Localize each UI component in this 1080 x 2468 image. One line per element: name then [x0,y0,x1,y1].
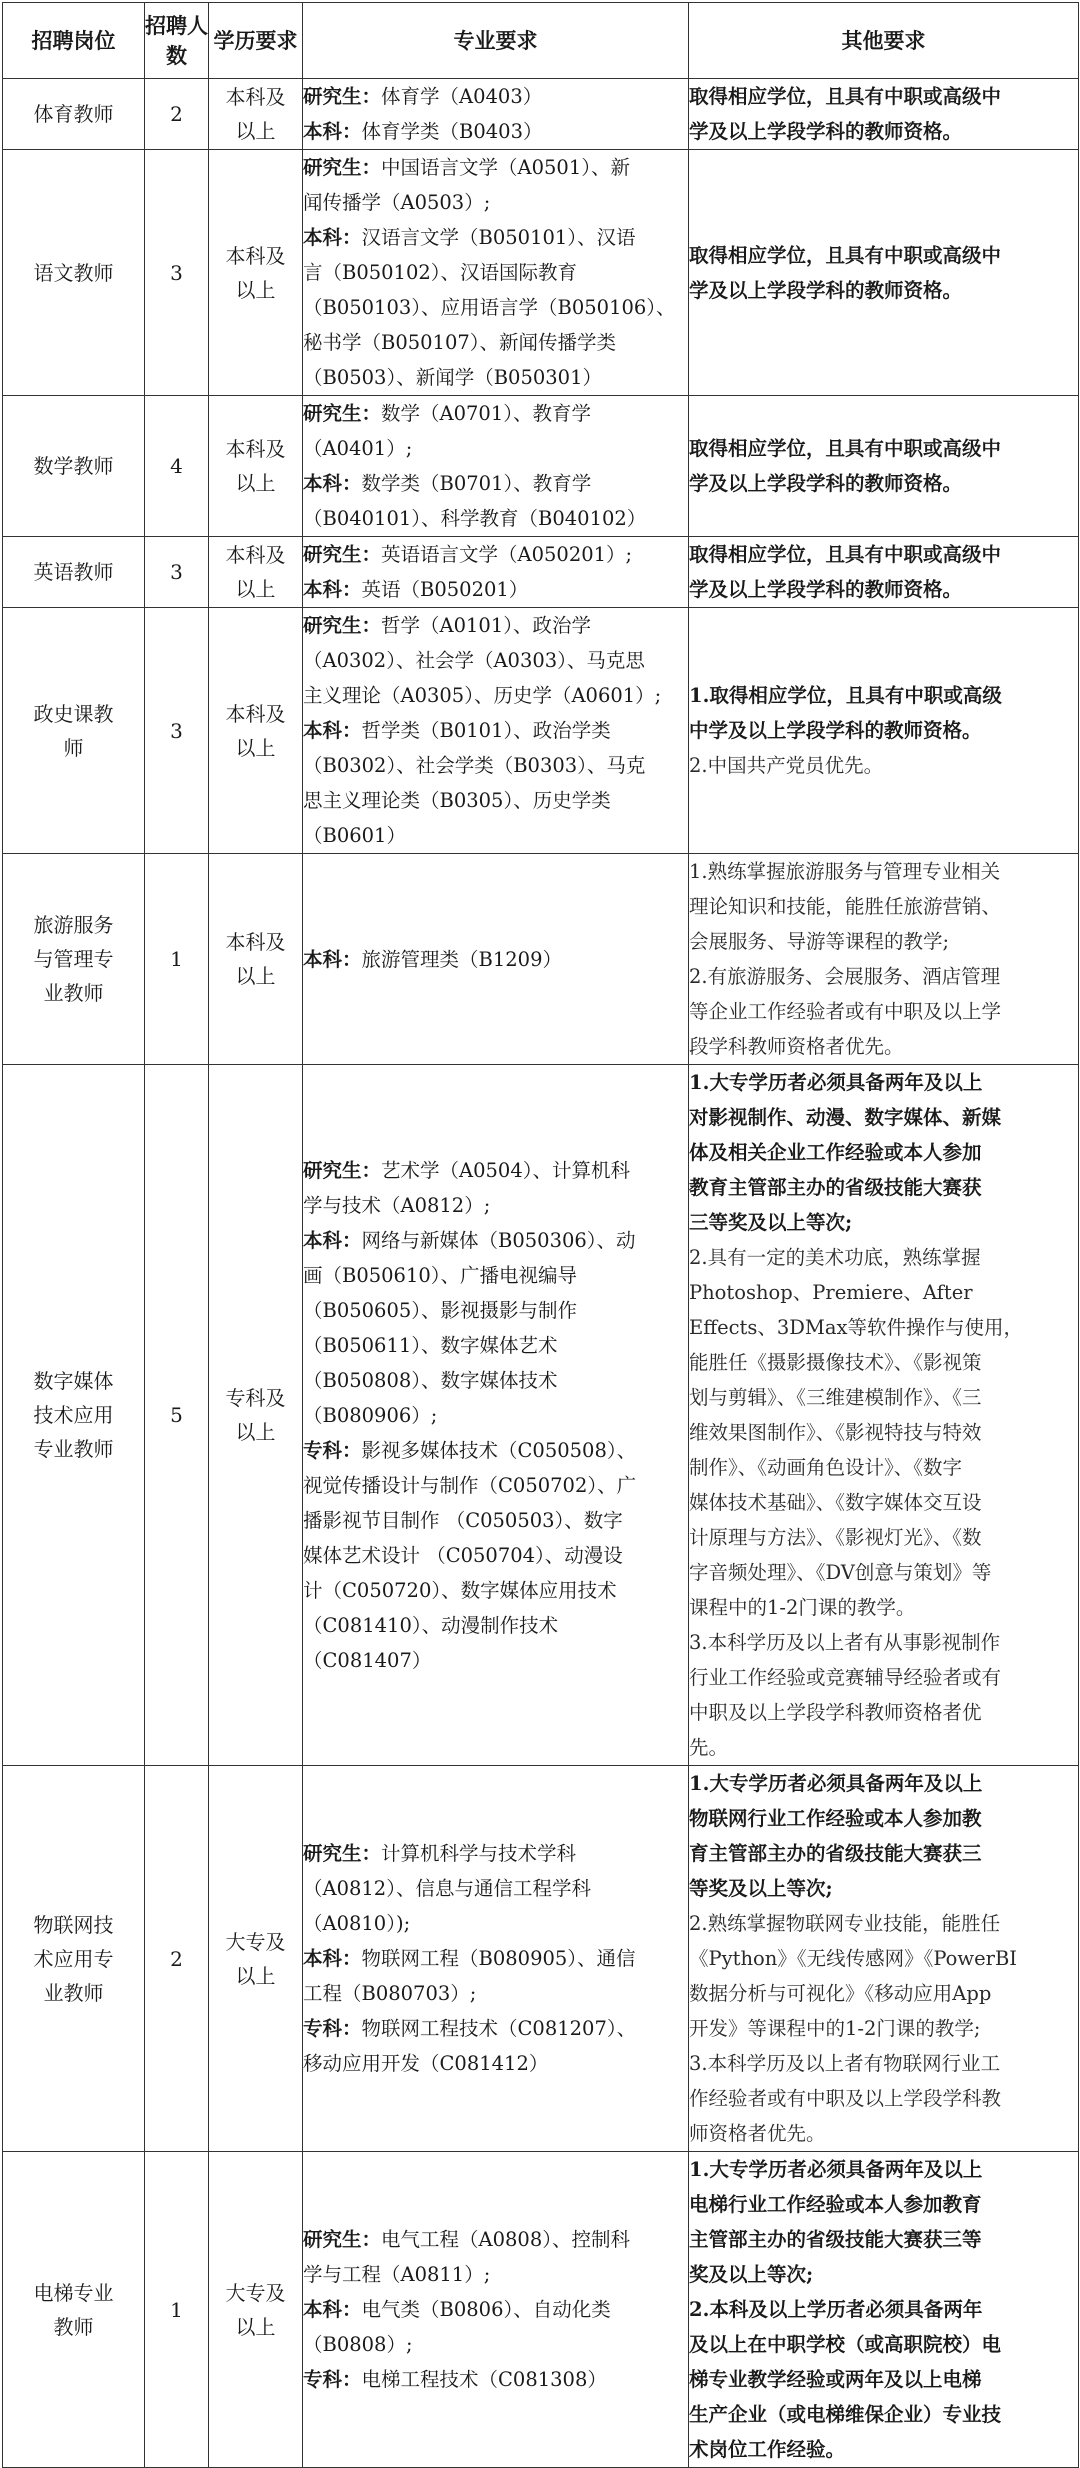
requirement-line: 术岗位工作经验。 [689,2438,846,2461]
requirement-line: 奖及以上等次; [689,2263,814,2286]
education-cell [209,2152,303,2468]
major-text: 体育学类（B0403） [361,120,543,143]
position-line: 业教师 [43,1980,104,2005]
major-line [303,1538,688,1573]
position-cell [3,608,145,854]
requirement-line: 体及相关企业工作经验或本人参加 [689,1141,982,1164]
major-text: 物联网工程（B080905）、通信 [361,1947,636,1970]
major-degree-label: 专科： [303,2017,362,2040]
major-text: 数学类（B0701）、教育学 [361,472,592,495]
major-text: 闻传播学（A0503）; [303,191,491,214]
major-text: 英语（B050201） [361,578,529,601]
requirement-line: 电梯行业工作经验或本人参加教育 [689,2193,982,2216]
major-text: 工程（B080703）; [303,1982,477,2005]
major-line [303,114,688,149]
requirement-line: 主管部主办的省级技能大赛获三等 [689,2228,982,2251]
major-cell [303,150,689,396]
requirement-line: 2.熟练掌握物联网专业技能，能胜任 [689,1912,1001,1935]
major-text: 哲学类（B0101）、政治学类 [361,719,611,742]
major-line [303,1906,688,1941]
education-line: 本科及 [225,437,286,461]
requirement-line: 制作》、《动画角色设计》、《数字 [689,1456,963,1479]
table-row [3,396,1079,537]
position-line: 数学教师 [33,454,114,478]
table-body [3,79,1079,2468]
table-row [3,1065,1079,1766]
major-line [303,572,688,607]
other-requirements-cell [689,2152,1079,2468]
major-line [303,643,688,678]
major-text: （B050605）、影视摄影与制作 [303,1298,578,1322]
major-line [303,1223,688,1258]
position-line: 业教师 [43,981,104,1005]
other-requirements-cell [689,396,1079,537]
major-text: （B0302）、社会学类（B0303）、马克 [303,754,646,777]
major-text: （B080906）; [303,1403,438,1427]
other-requirements-cell [689,1065,1079,1766]
table-row [3,2152,1079,2468]
education-line: 本科及 [225,85,286,109]
position-cell [3,150,145,396]
requirement-line: 学及以上学段学科的教师资格。 [689,472,963,495]
education-line: 以上 [235,1420,276,1444]
major-text: 主义理论（A0305）、历史学（A0601）; [303,684,662,707]
major-degree-label: 研究生： [303,156,382,179]
requirement-line: 维效果图制作》、《影视特技与特效 [689,1421,982,1444]
major-text: 秘书学（B050107）、新闻传播学类 [303,331,617,354]
requirement-line: 先。 [689,1736,729,1759]
major-degree-label: 研究生： [303,614,382,637]
table-row [3,1766,1079,2152]
major-degree-label: 本科： [303,1947,362,1970]
major-text: 学与工程（A0811）; [303,2263,491,2286]
major-line [303,1608,688,1643]
major-line [303,185,688,220]
major-text: 汉语言文学（B050101）、汉语 [361,226,636,249]
major-line [303,748,688,783]
major-text: （A0401）; [303,437,413,460]
position-line: 技术应用 [33,1403,114,1427]
major-text: 影视多媒体技术（C050508）、 [361,1438,637,1462]
count-cell: 5 [145,1065,209,1766]
count-cell: 1 [145,2152,209,2468]
requirement-line: 梯专业教学经验或两年及以上电梯 [689,2368,982,2391]
requirement-line: 取得相应学位，且具有中职或高级中 [689,243,1002,267]
major-text: 数学（A0701）、教育学 [381,402,591,425]
requirement-line: 1.熟练掌握旅游服务与管理专业相关 [689,860,1001,883]
position-line: 师 [63,735,84,760]
major-text: 旅游管理类（B1209） [361,947,562,971]
major-line [303,1188,688,1223]
major-line [303,396,688,431]
education-line: 以上 [235,1963,276,1988]
major-text: 计算机科学与技术学科 [381,1842,577,1865]
requirement-line: 中学及以上学段学科的教师资格。 [689,719,982,742]
major-text: （B0503）、新闻学（B050301） [303,366,602,389]
major-degree-label: 本科： [303,578,362,601]
major-line [303,360,688,395]
requirement-line: 2.中国共产党员优先。 [689,754,884,777]
education-cell [209,854,303,1065]
position-line: 语文教师 [33,260,114,285]
position-line: 教师 [53,2314,94,2339]
requirement-line: 取得相应学位，且具有中职或高级中 [689,85,1002,108]
major-line [303,1258,688,1293]
major-text: 中国语言文学（A0501）、新 [381,156,630,179]
requirement-line: 媒体技术基础》、《数字媒体交互设 [689,1491,982,1514]
table-row [3,854,1079,1065]
header-other: 其他要求 [689,3,1079,79]
count-cell: 3 [145,608,209,854]
position-cell [3,79,145,150]
major-degree-label: 本科： [303,472,362,495]
major-line [303,466,688,501]
major-line [303,290,688,325]
major-line [303,713,688,748]
position-line: 术应用专 [33,1946,114,1971]
major-text: 媒体艺术设计 （C050704）、动漫设 [303,1543,623,1567]
requirement-line: 理论知识和技能，能胜任旅游营销、 [689,895,1002,918]
requirement-line: 1.大专学历者必须具备两年及以上 [689,1071,983,1094]
header-count: 招聘人数 [145,3,209,79]
major-line [303,1976,688,2011]
count-cell: 3 [145,150,209,396]
requirement-line: 作经验者或有中职及以上学段学科教 [689,2087,1002,2110]
count-cell: 2 [145,1766,209,2152]
other-requirements-cell [689,608,1079,854]
major-degree-label: 研究生： [303,1158,382,1182]
requirement-line: 数据分析与可视化》《移动应用App [689,1982,992,2005]
major-text: 体育学（A0403） [381,85,543,108]
major-line [303,608,688,643]
education-line: 本科及 [225,701,286,726]
major-text: 电梯工程技术（C081308） [361,2368,607,2391]
requirement-line: 段学科教师资格者优先。 [689,1035,904,1058]
major-text: （B0601） [303,824,406,847]
position-line: 电梯专业 [33,2280,114,2305]
requirement-line: 学及以上学段学科的教师资格。 [689,278,963,302]
other-requirements-cell [689,537,1079,608]
other-requirements-cell [689,79,1079,150]
major-line [303,678,688,713]
major-cell [303,1065,689,1766]
requirement-line: 2.有旅游服务、会展服务、酒店管理 [689,965,1001,988]
major-text: （B050103）、应用语言学（B050106）、 [303,296,676,319]
position-cell [3,537,145,608]
requirement-line: Effects、3DMax等软件操作与使用， [689,1316,1024,1339]
major-degree-label: 研究生： [303,543,382,566]
major-line [303,1328,688,1363]
requirement-line: 中职及以上学段学科教师资格者优 [689,1701,982,1724]
major-text: 电气工程（A0808）、控制科 [381,2228,630,2251]
education-line: 本科及 [225,243,286,268]
requirement-line: Photoshop、Premiere、After [689,1281,973,1304]
other-requirements-cell [689,854,1079,1065]
education-line: 本科及 [225,930,286,954]
major-text: （A0302）、社会学（A0303）、马克思 [303,649,645,672]
major-cell [303,854,689,1065]
requirement-line: 字音频处理》、《DV创意与策划》等 [689,1561,992,1584]
major-line [303,79,688,114]
major-degree-label: 本科： [303,947,362,971]
major-line [303,1153,688,1188]
header-major: 专业要求 [303,3,689,79]
requirement-line: 开发》等课程中的1-2门课的教学; [689,2017,981,2040]
major-degree-label: 研究生： [303,85,382,108]
major-degree-label: 专科： [303,2368,362,2391]
major-line [303,537,688,572]
count-cell: 2 [145,79,209,150]
header-edu: 学历要求 [209,3,303,79]
requirement-line: 1.取得相应学位，且具有中职或高级 [689,684,1002,707]
major-line [303,2046,688,2081]
position-line: 英语教师 [33,560,114,584]
major-text: （C081407） [303,1648,432,1672]
major-text: 电气类（B0806）、自动化类 [361,2298,611,2321]
major-line [303,1433,688,1468]
major-text: 网络与新媒体（B050306）、动 [361,1228,636,1252]
major-degree-label: 本科： [303,719,362,742]
major-degree-label: 本科： [303,120,362,143]
major-text: 移动应用开发（C081412） [303,2052,549,2075]
major-degree-label: 研究生： [303,402,382,425]
major-text: （B050611）、数字媒体艺术 [303,1333,558,1357]
major-degree-label: 本科： [303,226,362,249]
major-text: （B050808）、数字媒体技术 [303,1368,558,1392]
requirement-line: 1.大专学历者必须具备两年及以上 [689,2158,983,2181]
recruitment-table [2,2,1079,2468]
education-cell [209,79,303,150]
major-text: 英语语言文学（A050201）; [381,543,633,566]
count-cell: 3 [145,537,209,608]
major-line [303,2327,688,2362]
requirement-line: 会展服务、导游等课程的教学; [689,930,950,953]
other-requirements-cell [689,150,1079,396]
education-line: 本科及 [225,543,286,567]
table-row [3,608,1079,854]
requirement-line: 物联网行业工作经验或本人参加教 [689,1807,982,1830]
requirement-line: 1.大专学历者必须具备两年及以上 [689,1772,983,1795]
major-text: （A0810）); [303,1912,411,1935]
major-cell [303,2152,689,2468]
requirement-line: 2.本科及以上学历者必须具备两年 [689,2298,983,2321]
major-line [303,1643,688,1678]
major-line [303,2362,688,2397]
table-row [3,150,1079,396]
major-cell [303,79,689,150]
major-text: 播影视节目制作 （C050503）、数字 [303,1508,623,1532]
education-line: 以上 [235,277,276,302]
position-line: 政史课教 [33,701,114,726]
major-text: （B040101）、科学教育（B040102） [303,507,647,530]
requirement-line: 《Python》《无线传感网》《PowerBI [689,1947,1017,1970]
major-text: （B0808）; [303,2333,413,2356]
education-line: 专科及 [225,1386,286,1410]
major-degree-label: 研究生： [303,1842,382,1865]
requirement-line: 育主管部主办的省级技能大赛获三 [689,1842,982,1865]
major-line [303,1941,688,1976]
position-line: 专业教师 [33,1437,114,1461]
education-cell [209,1766,303,2152]
major-line [303,1871,688,1906]
education-line: 大专及 [225,1929,286,1954]
major-text: 画（B050610）、广播电视编导 [303,1263,578,1287]
major-cell [303,1766,689,2152]
position-line: 与管理专 [33,947,114,971]
major-text: 哲学（A0101）、政治学 [381,614,591,637]
major-text: 言（B050102）、汉语国际教育 [303,261,578,284]
requirement-line: 3.本科学历及以上者有物联网行业工 [689,2052,1001,2075]
major-cell [303,608,689,854]
position-cell [3,1766,145,2152]
major-text: 艺术学（A0504）、计算机科 [381,1158,630,1182]
count-cell: 1 [145,854,209,1065]
requirement-line: 取得相应学位，且具有中职或高级中 [689,437,1002,460]
major-degree-label: 专科： [303,1438,362,1462]
major-line [303,220,688,255]
major-cell [303,396,689,537]
major-line [303,2011,688,2046]
major-text: 视觉传播设计与制作（C050702）、广 [303,1473,637,1497]
major-line [303,1398,688,1433]
education-line: 以上 [235,735,276,760]
position-cell [3,1065,145,1766]
requirement-line: 3.本科学历及以上者有从事影视制作 [689,1631,1001,1654]
count-cell: 4 [145,396,209,537]
major-line [303,2222,688,2257]
table-row [3,79,1079,150]
major-line [303,1503,688,1538]
education-line: 以上 [235,471,276,495]
major-degree-label: 研究生： [303,2228,382,2251]
other-requirements-cell [689,1766,1079,2152]
requirement-line: 2.具有一定的美术功底，熟练掌握 [689,1246,981,1269]
requirement-line: 计原理与方法》、《影视灯光》、《数 [689,1526,982,1549]
requirement-line: 教育主管部主办的省级技能大赛获 [689,1176,982,1199]
major-line [303,150,688,185]
major-line [303,2292,688,2327]
major-text: 思主义理论类（B0305）、历史学类 [303,789,611,812]
major-line [303,942,688,977]
position-cell [3,2152,145,2468]
requirement-line: 课程中的1-2门课的教学。 [689,1596,916,1619]
major-line [303,818,688,853]
education-cell [209,396,303,537]
requirement-line: 对影视制作、动漫、数字媒体、新媒 [689,1106,1002,1129]
requirement-line: 取得相应学位，且具有中职或高级中 [689,543,1002,566]
requirement-line: 生产企业（或电梯维保企业）专业技 [689,2403,1002,2426]
education-cell [209,537,303,608]
requirement-line: 能胜任《摄影摄像技术》、《影视策 [689,1351,982,1374]
major-cell [303,537,689,608]
major-text: 计（C050720）、数字媒体应用技术 [303,1578,617,1602]
major-text: （C081410）、动漫制作技术 [303,1613,559,1637]
education-line: 大专及 [225,2280,286,2305]
major-line [303,255,688,290]
education-cell [209,608,303,854]
position-cell [3,396,145,537]
major-text: 物联网工程技术（C081207）、 [361,2017,637,2040]
requirement-line: 及以上在中职学校（或高职院校）电 [689,2333,1002,2356]
requirement-line: 学及以上学段学科的教师资格。 [689,120,963,143]
position-line: 体育教师 [33,102,114,126]
major-line [303,431,688,466]
table-row [3,537,1079,608]
major-line [303,783,688,818]
requirement-line: 划与剪辑》、《三维建模制作》、《三 [689,1386,982,1409]
major-text: 学与技术（A0812）; [303,1193,491,1217]
education-line: 以上 [235,119,276,143]
major-line [303,1836,688,1871]
major-line [303,325,688,360]
education-line: 以上 [235,2314,276,2339]
major-line [303,1363,688,1398]
position-line: 旅游服务 [33,913,114,937]
position-cell [3,854,145,1065]
requirement-line: 等奖及以上等次; [689,1877,833,1900]
header-row [3,3,1079,79]
major-line [303,1293,688,1328]
position-line: 物联网技 [33,1912,114,1937]
major-line [303,1573,688,1608]
education-cell [209,150,303,396]
major-line [303,501,688,536]
major-line [303,1468,688,1503]
requirement-line: 行业工作经验或竞赛辅导经验者或有 [689,1666,1002,1689]
requirement-line: 等企业工作经验者或有中职及以上学 [689,1000,1002,1023]
major-text: （A0812）、信息与通信工程学科 [303,1877,591,1900]
education-cell [209,1065,303,1766]
major-degree-label: 本科： [303,1228,362,1252]
requirement-line: 学及以上学段学科的教师资格。 [689,578,963,601]
major-line [303,2257,688,2292]
education-line: 以上 [235,577,276,601]
education-line: 以上 [235,964,276,988]
position-line: 数字媒体 [33,1369,114,1393]
major-degree-label: 本科： [303,2298,362,2321]
header-position: 招聘岗位 [3,3,145,79]
requirement-line: 师资格者优先。 [689,2122,826,2145]
requirement-line: 三等奖及以上等次; [689,1211,853,1234]
